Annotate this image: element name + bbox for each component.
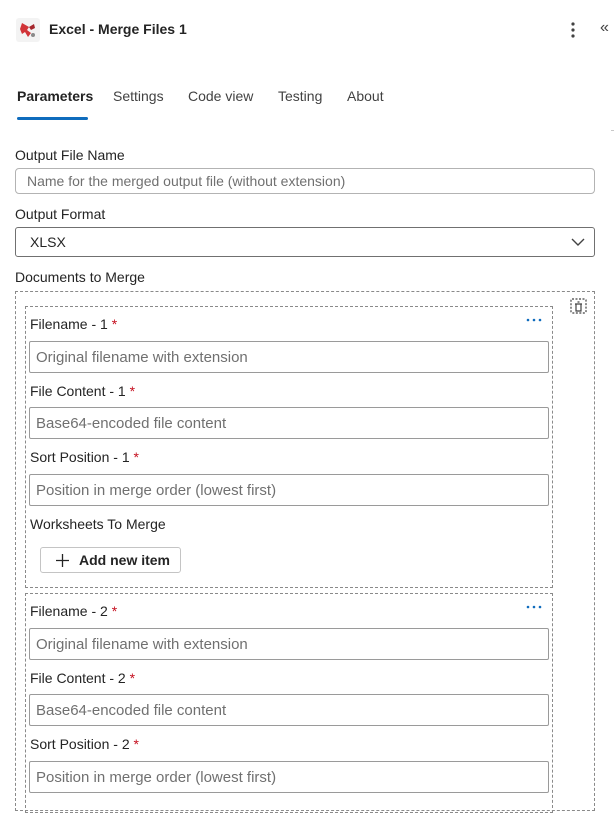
tab-code-view[interactable]: Code view [188,88,254,104]
output-format-label: Output Format [15,206,106,222]
plus-icon [55,553,70,568]
filename-2-placeholder: Original filename with extension [36,635,248,653]
worksheets-to-merge-label: Worksheets To Merge [30,516,166,532]
output-format-select[interactable] [15,227,595,257]
required-marker: * [133,736,139,752]
required-marker: * [111,316,118,332]
chevron-down-icon [571,237,585,247]
filename-1-label [30,316,117,332]
filename-1-input[interactable] [29,341,549,373]
file-content-1-label [30,383,135,399]
sort-position-1-label-text: Sort Position - 1 [30,449,130,465]
file-content-2-label [30,670,135,686]
documents-to-merge-label: Documents to Merge [15,269,145,285]
filename-1-placeholder: Original filename with extension [36,348,248,366]
active-tab-indicator [17,117,88,120]
tab-about[interactable]: About [347,88,384,104]
tab-settings[interactable]: Settings [113,88,164,104]
filename-2-label [30,603,117,619]
sort-position-2-label-text: Sort Position - 2 [30,736,130,752]
add-new-item-label: Add new item [79,552,171,568]
file-content-1-placeholder: Base64-encoded file content [36,414,227,432]
page-title: Excel - Merge Files 1 [49,21,187,37]
sort-position-2-input[interactable] [29,761,549,793]
header [0,0,614,60]
sort-position-1-input[interactable] [29,474,549,506]
output-format-value: XLSX [30,234,66,250]
file-content-1-input[interactable] [29,407,549,439]
output-file-name-placeholder: Name for the merged output file (without extension) [27,173,346,189]
delete-array-icon[interactable] [570,298,587,316]
required-marker: * [129,383,136,399]
filename-1-label-text: Filename - 1 [30,316,108,332]
more-horizontal-icon[interactable] [525,315,543,325]
add-new-item-button[interactable] [40,547,181,573]
required-marker: * [133,449,139,465]
sort-position-1-placeholder: Position in merge order (lowest first) [36,481,277,499]
output-file-name-label: Output File Name [15,147,125,163]
output-file-name-input[interactable] [15,168,595,194]
filename-2-input[interactable] [29,628,549,660]
tab-parameters[interactable]: Parameters [17,88,94,104]
red-puzzle-logo-icon [16,18,40,42]
more-horizontal-icon[interactable] [525,602,543,612]
file-content-1-label-text: File Content - 1 [30,383,126,399]
file-content-2-input[interactable] [29,694,549,726]
file-content-2-label-text: File Content - 2 [30,670,126,686]
tab-testing[interactable]: Testing [278,88,323,104]
filename-2-label-text: Filename - 2 [30,603,108,619]
required-marker: * [129,670,136,686]
required-marker: * [111,603,118,619]
double-chevron-left-icon[interactable]: « [600,19,609,36]
file-content-2-placeholder: Base64-encoded file content [36,701,227,719]
sort-position-2-label [30,736,139,752]
more-vertical-icon[interactable] [563,20,583,40]
sort-position-2-placeholder: Position in merge order (lowest first) [36,768,277,786]
sort-position-1-label [30,449,139,465]
